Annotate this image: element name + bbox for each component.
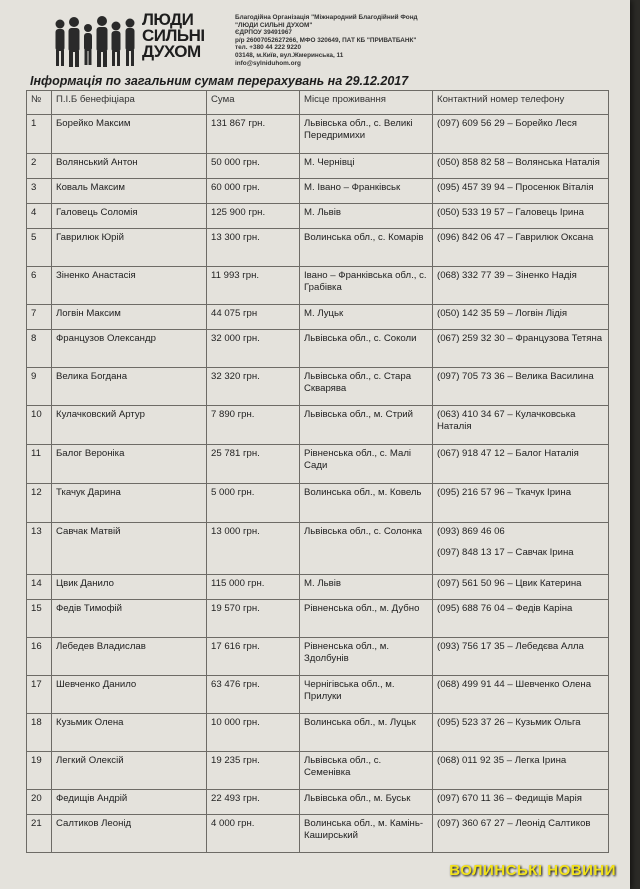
- cell-number: 10: [27, 406, 52, 445]
- cell-name: Савчак Матвій: [52, 523, 207, 575]
- cell-phone: [433, 600, 609, 638]
- phone-entry: (097) 670 11 36 – Федищів Марія: [437, 793, 582, 804]
- cell-name: Гаврилюк Юрій: [52, 229, 207, 267]
- logo-line: СИЛЬНІ: [142, 26, 205, 45]
- cell-number: 18: [27, 714, 52, 752]
- cell-number: 16: [27, 638, 52, 676]
- phone-entry: (097) 705 73 36 – Велика Василина: [437, 371, 594, 382]
- cell-number: 12: [27, 484, 52, 523]
- phone-entry: (096) 842 06 47 – Гаврилюк Оксана: [437, 232, 594, 243]
- cell-number: 14: [27, 575, 52, 600]
- cell-amount: 32 000 грн.: [207, 330, 300, 368]
- cell-name: Зіненко Анастасія: [52, 267, 207, 305]
- table-row: [27, 267, 609, 305]
- cell-phone: [433, 523, 609, 575]
- cell-name: Лебедев Владислав: [52, 638, 207, 676]
- table-row: [27, 330, 609, 368]
- cell-amount: 63 476 грн.: [207, 676, 300, 714]
- cell-name: Велика Богдана: [52, 368, 207, 406]
- cell-name: Легкий Олексій: [52, 752, 207, 790]
- column-header-place: Місце проживання: [300, 91, 433, 115]
- org-email: info@sylniduhom.org: [235, 59, 301, 67]
- cell-place: Чернігівська обл., м. Прилуки: [300, 676, 433, 714]
- cell-name: Шевченко Данило: [52, 676, 207, 714]
- cell-phone: [433, 368, 609, 406]
- phone-entry: (050) 858 82 58 – Волянська Наталія: [437, 157, 600, 168]
- cell-phone: [433, 267, 609, 305]
- phone-entry: (093) 756 17 35 – Лебедєва Алла: [437, 641, 584, 652]
- table-row: [27, 752, 609, 790]
- table-row: [27, 179, 609, 204]
- cell-name: Логвін Максим: [52, 305, 207, 330]
- table-row: [27, 445, 609, 484]
- cell-amount: 50 000 грн.: [207, 154, 300, 179]
- logo-line: ЛЮДИ: [142, 10, 194, 29]
- cell-number: 19: [27, 752, 52, 790]
- phone-entry: (050) 533 19 57 – Галовець Ірина: [437, 207, 584, 218]
- cell-number: 15: [27, 600, 52, 638]
- table-row: [27, 575, 609, 600]
- cell-name: Балог Вероніка: [52, 445, 207, 484]
- cell-amount: 10 000 грн.: [207, 714, 300, 752]
- cell-number: 3: [27, 179, 52, 204]
- cell-number: 11: [27, 445, 52, 484]
- cell-phone: [433, 484, 609, 523]
- table-row: [27, 638, 609, 676]
- table-row: [27, 815, 609, 853]
- table-row: [27, 229, 609, 267]
- cell-phone: [433, 790, 609, 815]
- cell-place: М. Луцьк: [300, 305, 433, 330]
- cell-amount: 4 000 грн.: [207, 815, 300, 853]
- cell-phone: [433, 445, 609, 484]
- foundation-logo: [52, 12, 227, 72]
- people-silhouettes-icon: [52, 16, 140, 68]
- cell-place: М. Львів: [300, 204, 433, 229]
- letterhead: [52, 12, 622, 76]
- cell-amount: 5 000 грн.: [207, 484, 300, 523]
- cell-place: Львівська обл., с. Стара Скварява: [300, 368, 433, 406]
- logo-wordmark: [142, 12, 232, 60]
- phone-entry: (095) 457 39 94 – Просенюк Віталія: [437, 182, 594, 193]
- cell-amount: 13 300 грн.: [207, 229, 300, 267]
- cell-amount: 60 000 грн.: [207, 179, 300, 204]
- org-line: Благодійна Організація "Міжнародний Благодійний Фонд: [235, 14, 418, 21]
- cell-amount: 19 570 грн.: [207, 600, 300, 638]
- cell-number: 17: [27, 676, 52, 714]
- cell-phone: [433, 229, 609, 267]
- phone-entry: (093) 869 46 06: [437, 526, 505, 537]
- table-row: [27, 714, 609, 752]
- cell-place: М. Львів: [300, 575, 433, 600]
- cell-amount: 115 000 грн.: [207, 575, 300, 600]
- cell-amount: 11 993 грн.: [207, 267, 300, 305]
- cell-name: Федищів Андрій: [52, 790, 207, 815]
- phone-entry: (068) 499 91 44 – Шевченко Олена: [437, 679, 592, 690]
- column-header-amount: Сума: [207, 91, 300, 115]
- cell-amount: 19 235 грн.: [207, 752, 300, 790]
- cell-number: 7: [27, 305, 52, 330]
- cell-number: 4: [27, 204, 52, 229]
- cell-name: Борейко Максим: [52, 115, 207, 154]
- news-watermark: ВОЛИНСЬКІ НОВИНИ: [449, 862, 616, 879]
- cell-place: Рівненська обл., с. Малі Сади: [300, 445, 433, 484]
- cell-place: М. Чернівці: [300, 154, 433, 179]
- org-line: 03148, м.Київ, вул.Жмеринська, 11: [235, 51, 344, 59]
- table-row: [27, 154, 609, 179]
- cell-place: Львівська обл., с. Семенівка: [300, 752, 433, 790]
- table-row: [27, 523, 609, 575]
- cell-name: Цвик Данило: [52, 575, 207, 600]
- cell-place: Волинська обл., м. Луцьк: [300, 714, 433, 752]
- table-row: [27, 368, 609, 406]
- phone-entry: (068) 332 77 39 – Зіненко Надія: [437, 270, 577, 281]
- phone-entry: (067) 918 47 12 – Балог Наталія: [437, 448, 579, 459]
- cell-place: Волинська обл., м. Камінь-Каширський: [300, 815, 433, 853]
- cell-phone: [433, 638, 609, 676]
- cell-phone: [433, 406, 609, 445]
- cell-phone: [433, 204, 609, 229]
- organization-details: [235, 14, 595, 67]
- cell-amount: 25 781 грн.: [207, 445, 300, 484]
- cell-amount: 32 320 грн.: [207, 368, 300, 406]
- cell-number: 9: [27, 368, 52, 406]
- org-line: "ЛЮДИ СИЛЬНІ ДУХОМ": [235, 21, 313, 29]
- column-header-number: №: [27, 91, 52, 115]
- cell-number: 20: [27, 790, 52, 815]
- cell-phone: [433, 305, 609, 330]
- cell-place: Львівська обл., м. Стрий: [300, 406, 433, 445]
- cell-place: Львівська обл., м. Буськ: [300, 790, 433, 815]
- cell-place: Рівненська обл., м. Здолбунів: [300, 638, 433, 676]
- column-header-name: П.І.Б бенефіціара: [52, 91, 207, 115]
- org-line: р/р 26007052627266, МФО 320649, ПАТ КБ "ПРИВАТБАНК": [235, 36, 417, 44]
- cell-number: 5: [27, 229, 52, 267]
- phone-entry: (097) 360 67 27 – Леонід Салтиков: [437, 818, 591, 829]
- cell-amount: 125 900 грн.: [207, 204, 300, 229]
- cell-number: 8: [27, 330, 52, 368]
- table-row: [27, 305, 609, 330]
- cell-number: 1: [27, 115, 52, 154]
- cell-amount: 131 867 грн.: [207, 115, 300, 154]
- cell-amount: 22 493 грн.: [207, 790, 300, 815]
- phone-entry: (067) 259 32 30 – Французова Тетяна: [437, 333, 603, 344]
- cell-number: 13: [27, 523, 52, 575]
- cell-place: М. Івано – Франківськ: [300, 179, 433, 204]
- phone-entry: (095) 216 57 96 – Ткачук Ірина: [437, 487, 572, 498]
- cell-name: Коваль Максим: [52, 179, 207, 204]
- table-row: [27, 790, 609, 815]
- cell-amount: 17 616 грн.: [207, 638, 300, 676]
- cell-name: Волянський Антон: [52, 154, 207, 179]
- phone-entry: (097) 848 13 17 – Савчак Ірина: [437, 547, 574, 558]
- table-row: [27, 406, 609, 445]
- cell-phone: [433, 330, 609, 368]
- cell-place: Волинська обл., м. Ковель: [300, 484, 433, 523]
- cell-phone: [433, 676, 609, 714]
- phone-entry: (095) 523 37 26 – Кузьмик Ольга: [437, 717, 581, 728]
- cell-place: Івано – Франківська обл., с. Грабівка: [300, 267, 433, 305]
- cell-amount: 44 075 грн: [207, 305, 300, 330]
- phone-entry: (097) 609 56 29 – Борейко Леся: [437, 118, 577, 129]
- cell-name: Французов Олександр: [52, 330, 207, 368]
- cell-phone: [433, 752, 609, 790]
- cell-phone: [433, 179, 609, 204]
- table-row: [27, 676, 609, 714]
- cell-phone: [433, 815, 609, 853]
- phone-entry: (050) 142 35 59 – Логвін Лідія: [437, 308, 568, 319]
- cell-amount: 13 000 грн.: [207, 523, 300, 575]
- phone-entry: (095) 688 76 04 – Федів Каріна: [437, 603, 573, 614]
- cell-phone: [433, 154, 609, 179]
- phone-entry: (068) 011 92 35 – Легка Ірина: [437, 755, 567, 766]
- cell-name: Кузьмик Олена: [52, 714, 207, 752]
- table-row: [27, 115, 609, 154]
- cell-place: Львівська обл., с. Великі Передримихи: [300, 115, 433, 154]
- cell-place: Львівська обл., с. Соколи: [300, 330, 433, 368]
- phone-entry: (063) 410 34 67 – Кулачковська Наталія: [437, 409, 576, 432]
- cell-phone: [433, 115, 609, 154]
- logo-line: ДУХОМ: [142, 42, 201, 61]
- table-header-row: [27, 91, 609, 115]
- cell-place: Волинська обл., с. Комарів: [300, 229, 433, 267]
- beneficiaries-table: [26, 90, 609, 853]
- cell-name: Ткачук Дарина: [52, 484, 207, 523]
- cell-name: Федів Тимофій: [52, 600, 207, 638]
- table-row: [27, 600, 609, 638]
- cell-number: 21: [27, 815, 52, 853]
- table-body: [27, 115, 609, 853]
- cell-phone: [433, 575, 609, 600]
- cell-place: Рівненська обл., м. Дубно: [300, 600, 433, 638]
- cell-name: Галовець Соломія: [52, 204, 207, 229]
- cell-number: 2: [27, 154, 52, 179]
- cell-number: 6: [27, 267, 52, 305]
- org-line: тел. +380 44 222 9220: [235, 44, 302, 52]
- table-row: [27, 484, 609, 523]
- table-row: [27, 204, 609, 229]
- cell-name: Кулачковский Артур: [52, 406, 207, 445]
- phone-entry: (097) 561 50 96 – Цвик Катерина: [437, 578, 582, 589]
- cell-phone: [433, 714, 609, 752]
- org-line: ЄДРПОУ 39491967: [235, 29, 292, 37]
- cell-place: Львівська обл., с. Солонка: [300, 523, 433, 575]
- cell-name: Салтиков Леонід: [52, 815, 207, 853]
- document-title: Інформація по загальним сумам перерахувань на 29.12.2017: [30, 74, 409, 88]
- column-header-phone: Контактний номер телефону: [433, 91, 609, 115]
- cell-amount: 7 890 грн.: [207, 406, 300, 445]
